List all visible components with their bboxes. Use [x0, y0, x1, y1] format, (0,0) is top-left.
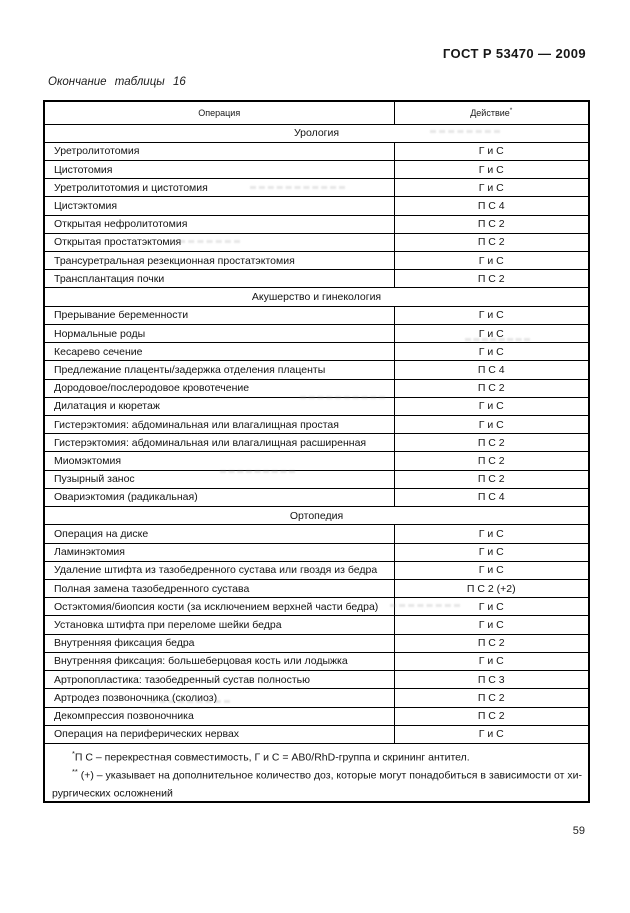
column-header-operation	[44, 101, 394, 124]
operation-cell: Установка штифта при переломе шейки бедра	[44, 616, 394, 634]
operation-cell: Цистэктомия	[44, 197, 394, 215]
operation-cell: Уретролитотомия	[44, 142, 394, 160]
operation-cell: Прерывание беременности	[44, 306, 394, 324]
table-row	[44, 233, 589, 251]
action-cell: Г и С	[394, 725, 589, 743]
operation-cell: Миомэктомия	[44, 452, 394, 470]
action-cell: П С 2	[394, 707, 589, 725]
table-row	[44, 343, 589, 361]
footnote-marker-icon: *	[509, 107, 513, 115]
table-row	[44, 416, 589, 434]
action-cell: Г и С	[394, 324, 589, 342]
action-cell: П С 2 (+2)	[394, 579, 589, 597]
operation-cell: Овариэктомия (радикальная)	[44, 488, 394, 506]
footnote-text: рургических осложнений	[52, 787, 173, 800]
table-row	[44, 434, 589, 452]
action-cell: П С 3	[394, 671, 589, 689]
table-row	[44, 543, 589, 561]
operation-cell: Операция на диске	[44, 525, 394, 543]
action-cell: Г и С	[394, 652, 589, 670]
operation-cell: Внутренняя фиксация: большеберцовая кость или лодыжка	[44, 652, 394, 670]
action-cell: Г и С	[394, 343, 589, 361]
table-row	[44, 707, 589, 725]
column-header-operation-label: Операция	[198, 107, 241, 118]
table-row	[44, 142, 589, 160]
action-cell: П С 2	[394, 215, 589, 233]
operation-cell: Нормальные роды	[44, 324, 394, 342]
table-row	[44, 452, 589, 470]
footnote-row	[44, 744, 589, 803]
action-cell: П С 2	[394, 452, 589, 470]
operation-cell: Внутренняя фиксация бедра	[44, 634, 394, 652]
action-cell: Г и С	[394, 306, 589, 324]
page-number: 59	[572, 825, 585, 837]
operation-cell: Открытая нефролитотомия	[44, 215, 394, 233]
action-cell: Г и С	[394, 598, 589, 616]
operation-cell: Полная замена тазобедренного сустава	[44, 579, 394, 597]
operation-cell: Открытая простатэктомия	[44, 233, 394, 251]
operation-cell: Предлежание плаценты/задержка отделения плаценты	[44, 361, 394, 379]
table-row	[44, 488, 589, 506]
footnote-line-1	[52, 747, 578, 765]
table-row	[44, 616, 589, 634]
operation-cell: Гистерэктомия: абдоминальная или влагалищная простая	[44, 416, 394, 434]
footnote-line-2	[52, 765, 582, 783]
footnote-text: П С – перекрестная совместимость, Г и С = АВ0/RhD-группа и скрининг антител.	[74, 751, 470, 764]
operation-cell: Удаление штифта из тазобедренного сустава или гвоздя из бедра	[44, 561, 394, 579]
action-cell: П С 4	[394, 488, 589, 506]
table-row	[44, 179, 589, 197]
section-row	[44, 507, 589, 525]
footnote-text: (+) – указывает на дополнительное количество доз, которые могут понадобиться в зависимости от хи-	[77, 769, 582, 782]
action-cell: Г и С	[394, 525, 589, 543]
operation-cell: Дилатация и кюретаж	[44, 397, 394, 415]
column-header-action	[394, 101, 589, 124]
table-row	[44, 689, 589, 707]
action-cell: Г и С	[394, 142, 589, 160]
table-row	[44, 652, 589, 670]
table-row	[44, 215, 589, 233]
action-cell: П С 4	[394, 197, 589, 215]
section-header: Урология	[44, 124, 589, 142]
table-row	[44, 252, 589, 270]
table-header-row	[44, 101, 589, 124]
action-cell: П С 4	[394, 361, 589, 379]
table-row	[44, 160, 589, 178]
table-footnotes	[44, 744, 589, 803]
footnote-marker: *	[72, 749, 75, 758]
operation-cell: Уретролитотомия и цистотомия	[44, 179, 394, 197]
action-cell: П С 2	[394, 379, 589, 397]
table-row	[44, 306, 589, 324]
operations-table	[43, 100, 590, 803]
table-row	[44, 634, 589, 652]
table-row	[44, 470, 589, 488]
operation-cell: Трансплантация почки	[44, 270, 394, 288]
operation-cell: Гистерэктомия: абдоминальная или влагалищная расширенная	[44, 434, 394, 452]
table-row	[44, 525, 589, 543]
action-cell: П С 2	[394, 634, 589, 652]
footnote-marker: **	[72, 767, 78, 776]
action-cell: Г и С	[394, 543, 589, 561]
operation-cell: Цистотомия	[44, 160, 394, 178]
action-cell: П С 2	[394, 233, 589, 251]
action-cell: Г и С	[394, 252, 589, 270]
table-row	[44, 671, 589, 689]
operation-cell: Остэктомия/биопсия кости (за исключением верхней части бедра)	[44, 598, 394, 616]
table-row	[44, 725, 589, 743]
table-row	[44, 361, 589, 379]
operation-cell: Кесарево сечение	[44, 343, 394, 361]
action-cell: П С 2	[394, 270, 589, 288]
action-cell: П С 2	[394, 689, 589, 707]
operation-cell: Трансуретральная резекционная простатэктомия	[44, 252, 394, 270]
action-cell: П С 2	[394, 470, 589, 488]
action-cell: Г и С	[394, 561, 589, 579]
table-row	[44, 270, 589, 288]
operation-cell: Пузырный занос	[44, 470, 394, 488]
table-row	[44, 397, 589, 415]
action-cell: Г и С	[394, 179, 589, 197]
table-caption: Окончание таблицы 16	[48, 76, 186, 88]
action-cell: Г и С	[394, 397, 589, 415]
action-cell: Г и С	[394, 616, 589, 634]
table-row	[44, 579, 589, 597]
operation-cell: Артропопластика: тазобедренный сустав полностью	[44, 671, 394, 689]
table-row	[44, 324, 589, 342]
footnote-line-3	[52, 783, 578, 801]
table-row	[44, 598, 589, 616]
table-row	[44, 561, 589, 579]
column-header-action-label: Действие	[470, 108, 510, 119]
operation-cell: Декомпрессия позвоночника	[44, 707, 394, 725]
table-row	[44, 197, 589, 215]
section-header: Ортопедия	[44, 507, 589, 525]
section-header: Акушерство и гинекология	[44, 288, 589, 306]
document-code: ГОСТ Р 53470 — 2009	[442, 46, 586, 61]
section-row	[44, 124, 589, 142]
operation-cell: Ламинэктомия	[44, 543, 394, 561]
table-row	[44, 379, 589, 397]
operation-cell: Операция на периферических нервах	[44, 725, 394, 743]
action-cell: Г и С	[394, 416, 589, 434]
action-cell: П С 2	[394, 434, 589, 452]
section-row	[44, 288, 589, 306]
operation-cell: Дородовое/послеродовое кровотечение	[44, 379, 394, 397]
action-cell: Г и С	[394, 160, 589, 178]
operation-cell: Артродез позвоночника (сколиоз)	[44, 689, 394, 707]
